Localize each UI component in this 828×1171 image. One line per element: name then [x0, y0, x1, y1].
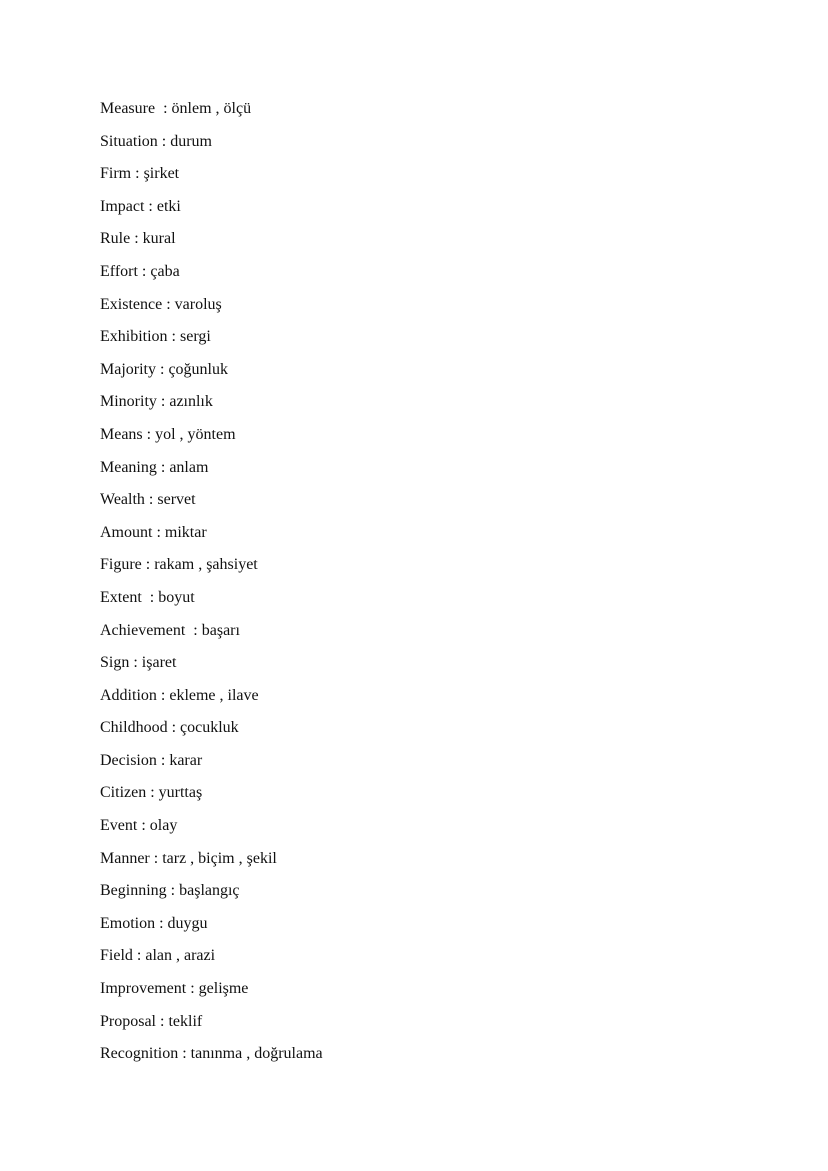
vocabulary-entry: Extent : boyut: [100, 588, 195, 606]
vocabulary-list: [100, 98, 323, 1076]
vocabulary-entry: Minority : azınlık: [100, 393, 213, 411]
vocabulary-entry: Existence : varoluş: [100, 295, 222, 313]
vocabulary-entry: Recognition : tanınma , doğrulama: [100, 1045, 323, 1063]
vocabulary-entry: Field : alan , arazi: [100, 947, 216, 965]
vocabulary-entry: Measure : önlem , ölçü: [100, 100, 252, 117]
vocabulary-entry: Achievement : başarı: [100, 621, 240, 639]
vocabulary-entry: Event : olay: [100, 817, 178, 835]
vocabulary-entry: Wealth : servet: [100, 491, 196, 509]
vocabulary-entry: Exhibition : sergi: [100, 328, 211, 346]
vocabulary-entry: Sign : işaret: [100, 654, 177, 672]
vocabulary-entry: Majority : çoğunluk: [100, 360, 228, 378]
vocabulary-entry: Emotion : duygu: [100, 914, 208, 932]
vocabulary-entry: Situation : durum: [100, 132, 212, 150]
vocabulary-entry: Means : yol , yöntem: [100, 425, 236, 443]
vocabulary-entry: Effort : çaba: [100, 262, 180, 280]
vocabulary-entry: Firm : şirket: [100, 165, 180, 183]
vocabulary-entry: Amount : miktar: [100, 523, 207, 541]
vocabulary-entry: Decision : karar: [100, 751, 203, 769]
vocabulary-entry: Childhood : çocukluk: [100, 719, 239, 737]
vocabulary-entry: Impact : etki: [100, 197, 181, 215]
vocabulary-entry: Rule : kural: [100, 230, 176, 248]
vocabulary-entry: Citizen : yurttaş: [100, 784, 203, 802]
vocabulary-entry: Beginning : başlangıç: [100, 882, 240, 900]
vocabulary-entry: Figure : rakam , şahsiyet: [100, 556, 258, 574]
vocabulary-entry: Addition : ekleme , ilave: [100, 686, 259, 704]
vocabulary-entry: Manner : tarz , biçim , şekil: [100, 849, 277, 867]
vocabulary-entry: Meaning : anlam: [100, 458, 209, 476]
vocabulary-entry: Improvement : gelişme: [100, 980, 249, 998]
vocabulary-entry: Proposal : teklif: [100, 1012, 203, 1030]
